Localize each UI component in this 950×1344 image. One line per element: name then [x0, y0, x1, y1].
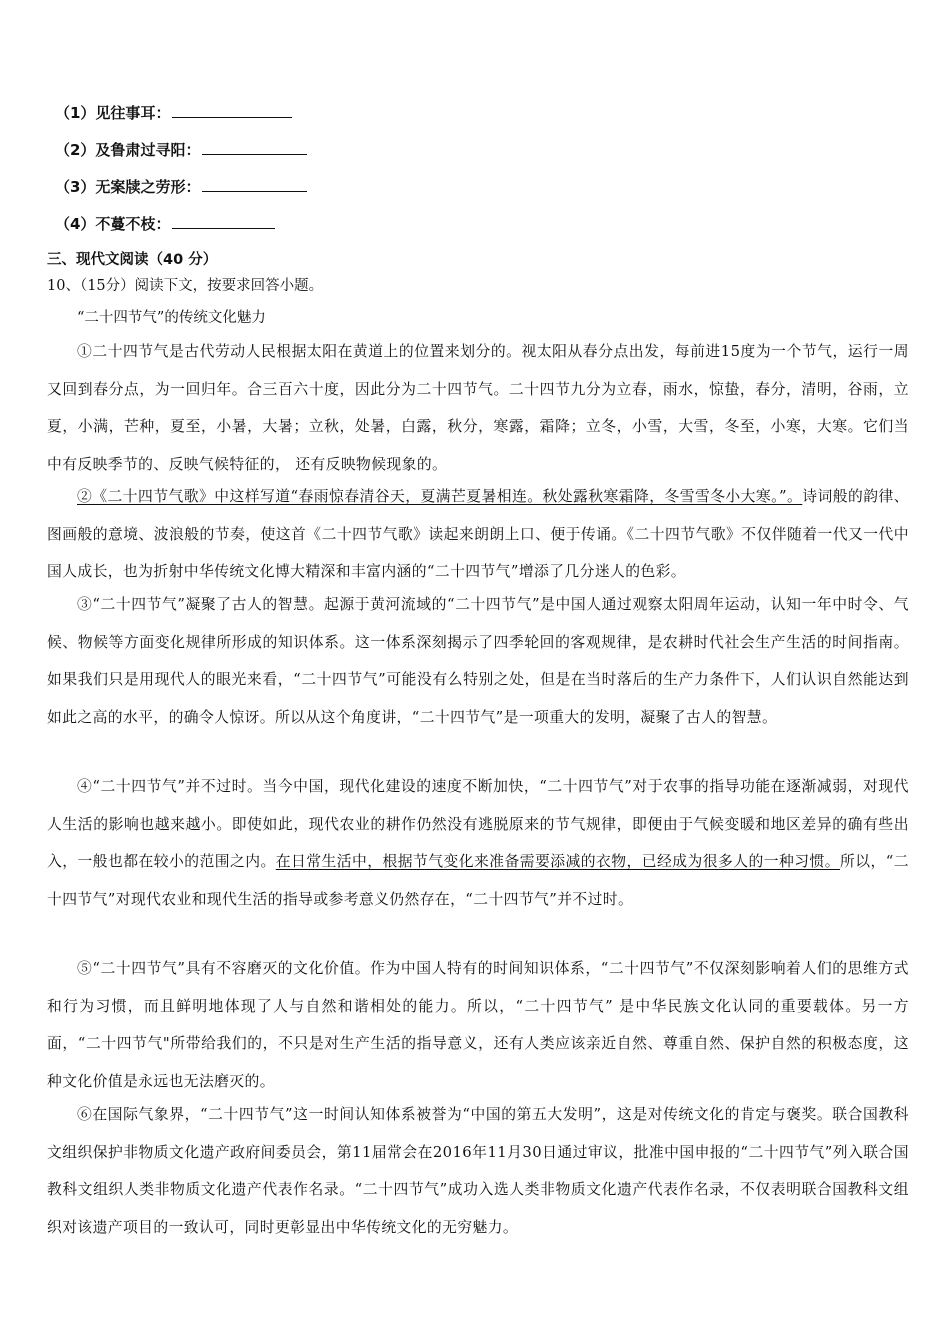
- underlined-sentence: 在日常生活中，根据节气变化来准备需要添减的衣物，已经成为很多人的一种习惯。: [275, 853, 840, 870]
- paragraph-text: ④“二十四节气”并不过时。当今中国，现代化建设的速度不断加快，“二十四节气”对于农事的指导功能在逐渐减弱，对现代人生活的影响也越来越小。即使如此，现代农业的耕作仍然没有逃脱原来的节气规律，即便由于气候变暖和地区差异的确有些出入，一般也都在较小的范围之内。: [47, 778, 909, 870]
- question-label: （1）见往事耳：: [55, 104, 171, 122]
- answer-blank[interactable]: [202, 176, 307, 192]
- article-title: “二十四节气”的传统文化魅力: [77, 310, 266, 326]
- question-3: [55, 176, 307, 197]
- paragraph-text: 所以，“二十四节气”对现代农业和现代生活的指导或参考意义仍然存在，“二十四节气”并不过时。: [47, 853, 909, 908]
- paragraph-6: ⑥在国际气象界，“二十四节气”这一时间认知体系被誉为“中国的第五大发明”，这是对传统文化的肯定与褒奖。联合国教科文组织保护非物质文化遗产政府间委员会，第11届常会在2016年11月30日通过审议，批准中国申报的“二十四节气”列入联合国教科文组织人类非物质文化遗产代表作名录。“二十四节气”成功入选人类非物质文化遗产代表作名录，不仅表明联合国教科文组织对该遗产项目的一致认可，同时更彰显出中华传统文化的无穷魅力。: [47, 1106, 909, 1236]
- paragraph-4: [47, 768, 909, 918]
- paragraph-1: ①二十四节气是古代劳动人民根据太阳在黄道上的位置来划分的。视太阳从春分点出发，每前进15度为一个节气，运行一周又回到春分点，为一回归年。合三百六十度，因此分为二十四节气。二十四节九分为立春，雨水，惊蛰，春分，清明，谷雨，立夏，小满，芒种，夏至，小暑，大暑；立秋，处暑，白露，秋分，寒露，霜降；立冬，小雪，大雪，冬至，小寒，大寒。它们当中有反映季节的、反映气候特征的， 还有反映物候现象的。: [47, 343, 909, 473]
- answer-blank[interactable]: [172, 213, 275, 229]
- paragraph-5: ⑤“二十四节气”具有不容磨灭的文化价值。作为中国人特有的时间知识体系，“二十四节气”不仅深刻影响着人们的思维方式和行为习惯，而且鲜明地体现了人与自然和谐相处的能力。所以，“二十四节气” 是中华民族文化认同的重要载体。另一方面，“二十四节气"所带给我们的，不只是对生产生活的指导意义，还有人类应该亲近自然、尊重自然、保护自然的积极态度，这种文化价值是永远也无法磨灭的。: [47, 960, 909, 1090]
- question-2: [55, 139, 307, 160]
- paragraph-text: 诗词般的韵律、图画般的意境、波浪般的节奏，使这首《二十四节气歌》读起来朗朗上口、便于传诵。《二十四节气歌》不仅伴随着一代又一代中国人成长，也为折射中华传统文化博大精深和丰富内涵的“二十四节气”增添了几分迷人的色彩。: [47, 488, 909, 580]
- paragraph-3: ③“二十四节气”凝聚了古人的智慧。起源于黄河流域的“二十四节气”是中国人通过观察太阳周年运动，认知一年中时令、气候、物候等方面变化规律所形成的知识体系。这一体系深刻揭示了四季轮回的客观规律，是农耕时代社会生产生活的时间指南。如果我们只是用现代人的眼光来看，“二十四节气”可能没有么特别之处，但是在当时落后的生产力条件下，人们认识自然能达到如此之高的水平，的确令人惊讶。所以从这个角度讲，“二十四节气”是一项重大的发明，凝聚了古人的智慧。: [47, 596, 909, 726]
- underlined-quote: ②《二十四节气歌》中这样写道“春雨惊春清谷天，夏满芒夏暑相连。秋处露秋寒霜降，冬雪雪冬小大寒。”。: [77, 488, 803, 505]
- question-label: （2）及鲁肃过寻阳：: [55, 141, 201, 159]
- question-label: （4）不蔓不枝：: [55, 215, 171, 233]
- question-intro: 10、（15分）阅读下文，按要求回答小题。: [47, 278, 324, 294]
- question-1: [55, 102, 292, 123]
- answer-blank[interactable]: [202, 139, 307, 155]
- paragraph-2: [47, 478, 909, 591]
- question-label: （3）无案牍之劳形：: [55, 178, 201, 196]
- answer-blank[interactable]: [172, 102, 292, 118]
- section-heading: 三、现代文阅读（40 分）: [47, 252, 218, 268]
- question-4: [55, 213, 275, 234]
